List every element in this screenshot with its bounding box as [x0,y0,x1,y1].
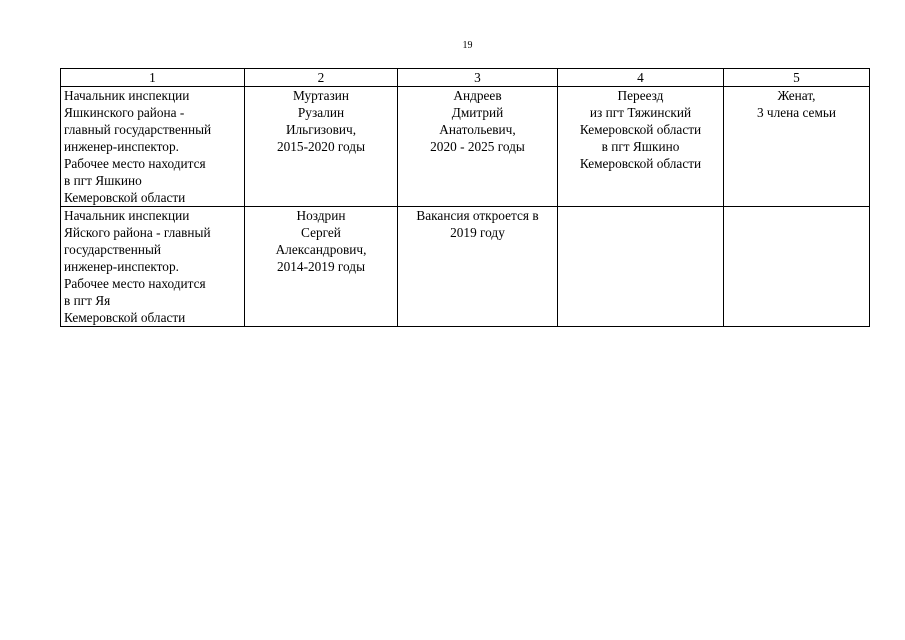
family-line: 3 члена семьи [756,105,837,120]
candidate-line: Дмитрий [451,105,504,120]
current-holder-cell [245,87,398,207]
current-holder-line: 2015-2020 годы [276,139,366,154]
header-col-1: 1 [61,69,245,87]
position-line: Яйского района - главный [64,225,211,240]
relocation-line: из пгт Тяжинский [589,105,692,120]
position-cell [61,87,245,207]
position-line: главный государственный [64,122,212,137]
current-holder-line: Муртазин [293,88,349,103]
candidate-line: 2019 году [450,225,505,240]
header-row [61,69,870,87]
family-cell [724,207,870,327]
current-holder-line: Сергей [301,225,341,240]
position-line: в пгт Яя [64,293,111,308]
family-line: Женат, [777,88,816,103]
table-row [61,87,870,207]
header-col-3: 3 [398,69,558,87]
current-holder-line: 2014-2019 годы [276,259,366,274]
position-line: инженер-инспектор. [64,139,179,154]
staffing-table [60,68,870,327]
candidate-line: 2020 - 2025 годы [430,139,525,154]
candidate-line: Андреев [453,88,502,103]
position-line: Начальник инспекции [64,88,190,103]
page-number: 19 [462,40,473,51]
header-col-5: 5 [724,69,870,87]
position-line: государственный [64,242,162,257]
position-line: Рабочее место находится [64,156,206,171]
current-holder-cell [245,207,398,327]
position-line: в пгт Яшкино [64,173,142,188]
family-cell [724,87,870,207]
position-line: инженер-инспектор. [64,259,179,274]
candidate-cell [398,87,558,207]
table-row [61,207,870,327]
current-holder-line: Ноздрин [296,208,346,223]
relocation-line: в пгт Яшкино [601,139,680,154]
current-holder-line: Ильгизович, [285,122,357,137]
current-holder-line: Рузалин [297,105,345,120]
candidate-line: Анатольевич, [439,122,516,137]
position-line: Рабочее место находится [64,276,206,291]
relocation-line: Кемеровской области [579,156,702,171]
candidate-cell [398,207,558,327]
candidate-line: Вакансия откроется в [416,208,539,223]
position-line: Начальник инспекции [64,208,190,223]
current-holder-line: Александрович, [275,242,367,257]
relocation-cell [558,207,724,327]
relocation-line: Кемеровской области [579,122,702,137]
position-line: Яшкинского района - [64,105,185,120]
position-line: Кемеровской области [64,310,186,325]
position-line: Кемеровской области [64,190,186,205]
relocation-line: Переезд [617,88,664,103]
header-col-4: 4 [558,69,724,87]
position-cell [61,207,245,327]
header-col-2: 2 [245,69,398,87]
relocation-cell [558,87,724,207]
